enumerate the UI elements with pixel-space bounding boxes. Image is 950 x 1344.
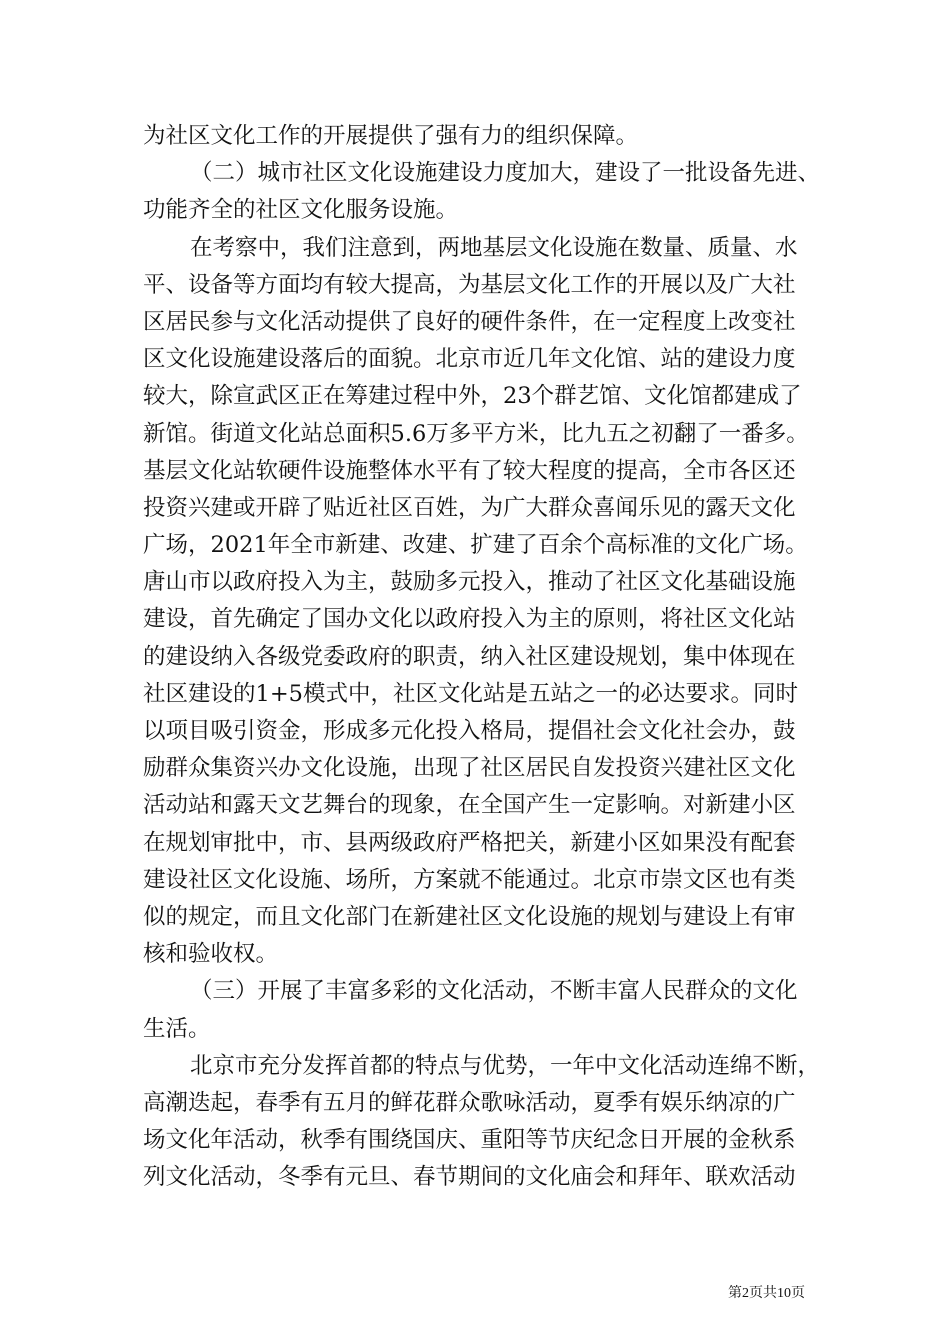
text-line: 唐山市以政府投入为主，鼓励多元投入，推动了社区文化基础设施 bbox=[143, 569, 796, 596]
page-number-footer: 第2页共10页 bbox=[728, 1286, 805, 1301]
text-line: 基层文化站软硬件设施整体水平有了较大程度的提高，全市各区还 bbox=[143, 457, 796, 484]
text-line: 区居民参与文化活动提供了良好的硬件条件，在一定程度上改变社 bbox=[143, 308, 796, 335]
text-line: 高潮迭起，春季有五月的鲜花群众歌咏活动，夏季有娱乐纳凉的广 bbox=[143, 1089, 796, 1116]
text-line: 励群众集资兴办文化设施，出现了社区居民自发投资兴建社区文化 bbox=[143, 755, 796, 782]
text-line: 平、设备等方面均有较大提高，为基层文化工作的开展以及广大社 bbox=[143, 271, 796, 298]
text-line: 场文化年活动，秋季有围绕国庆、重阳等节庆纪念日开展的金秋系 bbox=[143, 1127, 796, 1154]
text-line: 北京市充分发挥首都的特点与优势，一年中文化活动连绵不断， bbox=[190, 1052, 821, 1079]
text-line: 活动站和露天文艺舞台的现象，在全国产生一定影响。对新建小区 bbox=[143, 792, 796, 819]
text-line: 功能齐全的社区文化服务设施。 bbox=[143, 197, 459, 224]
text-line: 列文化活动，冬季有元旦、春节期间的文化庙会和拜年、联欢活动 bbox=[143, 1164, 796, 1191]
text-line: 生活。 bbox=[143, 1015, 211, 1042]
text-line: 在考察中，我们注意到，两地基层文化设施在数量、质量、水 bbox=[190, 234, 798, 261]
text-line: 为社区文化工作的开展提供了强有力的组织保障。 bbox=[143, 123, 639, 149]
text-line: 社区建设的1+5模式中，社区文化站是五站之一的必达要求。同时 bbox=[143, 680, 798, 707]
text-line: 的建设纳入各级党委政府的职责，纳入社区建设规划，集中体现在 bbox=[143, 643, 796, 670]
text-line: 投资兴建或开辟了贴近社区百姓，为广大群众喜闻乐见的露天文化 bbox=[143, 494, 796, 521]
text-line: 广场，2021年全市新建、改建、扩建了百余个高标准的文化广场。 bbox=[143, 532, 808, 559]
text-line: 核和验收权。 bbox=[143, 941, 279, 968]
text-line: 建设，首先确定了国办文化以政府投入为主的原则，将社区文化站 bbox=[143, 606, 796, 633]
document-body bbox=[143, 118, 823, 1196]
text-line: 建设社区文化设施、场所，方案就不能通过。北京市崇文区也有类 bbox=[143, 866, 796, 893]
text-line: 以项目吸引资金，形成多元化投入格局，提倡社会文化社会办，鼓 bbox=[143, 718, 796, 744]
text-line: （三）开展了丰富多彩的文化活动，不断丰富人民群众的文化 bbox=[190, 978, 798, 1005]
text-line: 新馆。街道文化站总面积5.6万多平方米，比九五之初翻了一番多。 bbox=[143, 420, 809, 447]
text-line: 在规划审批中，市、县两级政府严格把关，新建小区如果没有配套 bbox=[143, 829, 796, 856]
text-line: 似的规定，而且文化部门在新建社区文化设施的规划与建设上有审 bbox=[143, 903, 796, 930]
text-line: 区文化设施建设落后的面貌。北京市近几年文化馆、站的建设力度 bbox=[143, 346, 796, 373]
text-line: （二）城市社区文化设施建设力度加大，建设了一批设备先进、 bbox=[190, 160, 821, 187]
text-line: 较大，除宣武区正在筹建过程中外，23个群艺馆、文化馆都建成了 bbox=[143, 383, 802, 410]
